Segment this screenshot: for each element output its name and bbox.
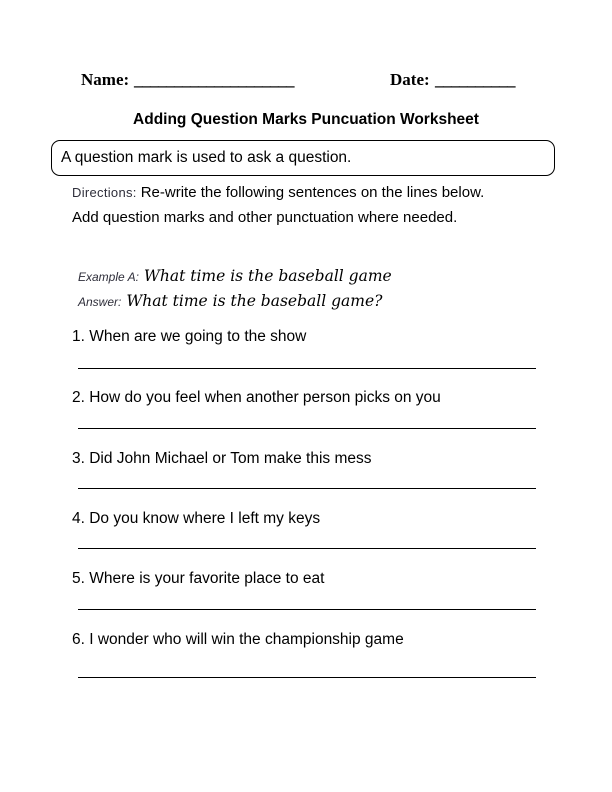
- example-text: What time is the baseball game: [143, 267, 392, 285]
- rule-box: [51, 140, 555, 176]
- name-date-header: [0, 70, 612, 94]
- example-label: Example A:: [78, 270, 139, 284]
- date-blank: __________: [435, 70, 515, 89]
- directions-text: Re-write the following sentences on the lines below. Add question marks and other punctuation where needed.: [72, 184, 485, 226]
- answer-line[interactable]: [78, 677, 536, 678]
- answer-text: What time is the baseball game?: [126, 292, 383, 310]
- answer-line[interactable]: [78, 548, 536, 549]
- directions-label: Directions:: [72, 185, 137, 200]
- answer-row: [78, 292, 382, 310]
- directions: [72, 180, 512, 230]
- question-item: 5. Where is your favorite place to eat: [72, 570, 325, 587]
- question-item: 3. Did John Michael or Tom make this mess: [72, 450, 372, 467]
- date-label: Date:: [390, 70, 430, 89]
- answer-label: Answer:: [78, 295, 122, 309]
- question-item: 2. How do you feel when another person picks on you: [72, 389, 441, 406]
- name-label: Name:: [81, 70, 130, 89]
- name-blank: ____________________: [134, 70, 294, 89]
- example-row: [78, 267, 392, 285]
- answer-line[interactable]: [78, 488, 536, 489]
- answer-line[interactable]: [78, 368, 536, 369]
- worksheet-title: Adding Question Marks Puncuation Worksheet: [133, 111, 479, 128]
- rule-text: A question mark is used to ask a question.: [61, 149, 352, 166]
- answer-line[interactable]: [78, 428, 536, 429]
- question-item: 6. I wonder who will win the championship game: [72, 631, 404, 648]
- answer-line[interactable]: [78, 609, 536, 610]
- question-item: 4. Do you know where I left my keys: [72, 510, 321, 527]
- question-item: 1. When are we going to the show: [72, 328, 307, 345]
